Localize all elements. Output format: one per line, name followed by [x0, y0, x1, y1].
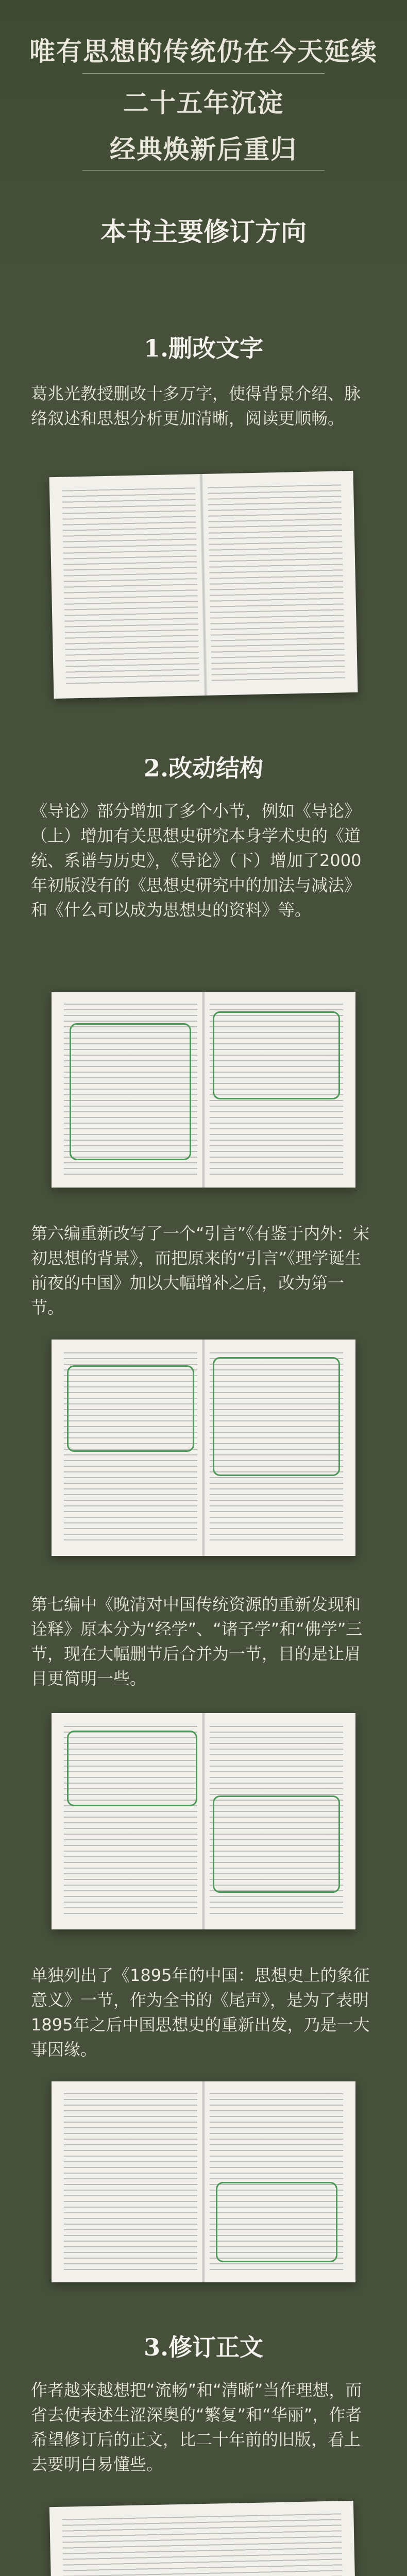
section-2-paragraph-3: 第七编中《晚清对中国传统资源的重新发现和诠释》原本分为“经学”、“诸子学”和“佛学”三节，现在大幅删节后合并为一节，目的是让眉目更简明一些。 — [31, 1595, 363, 1688]
book-page-photo — [52, 992, 355, 1188]
headline-divider — [82, 73, 325, 74]
highlight-box — [70, 1023, 191, 1160]
book-left-page — [62, 487, 199, 685]
section-2-paragraph-4: 单独列出了《1895年的中国：思想史上的象征意义》一节，作为全书的《尾声》，是为了表明1895年之后中国思想史的重新出发，乃是一大事因缘。 — [31, 1965, 370, 2059]
section-2-paragraph-1: 《导论》部分增加了多个小节，例如《导论》（上）增加有关思想史研究本身学术史的《道统、系谱与历史》，《导论》（下）增加了2000年初版没有的《思想史研究中的加法与减法》和《什么可以成为思想史的资料》等。 — [31, 801, 362, 920]
hero-banner — [0, 0, 407, 289]
book-left-page — [64, 2093, 198, 2270]
headline-divider — [82, 170, 325, 171]
section-subheading: 本书主要修订方向 — [100, 216, 307, 247]
book-page-photo — [52, 1713, 355, 1929]
section-title-2: 2.改动结构 — [143, 754, 264, 782]
highlight-box — [67, 1365, 195, 1452]
book-page-photo — [52, 1340, 355, 1556]
book-spine — [202, 2081, 205, 2282]
book-page-photo — [49, 2501, 358, 2576]
book-spine — [202, 1713, 205, 1929]
headline-line-1: 唯有思想的传统仍在今天延续 — [29, 36, 378, 66]
book-right-page — [208, 484, 345, 682]
book-spine — [200, 474, 208, 696]
highlight-box — [213, 1795, 341, 1893]
highlight-box — [213, 1357, 341, 1476]
highlight-box — [213, 1011, 341, 1099]
section-title-1: 1.删改文字 — [143, 334, 264, 362]
headline-line-2: 二十五年沉淀 — [123, 88, 284, 118]
highlight-box — [216, 2182, 337, 2262]
section-title-3: 3.修订正文 — [143, 2333, 264, 2361]
book-page-photo — [49, 471, 358, 699]
section-1-paragraph: 葛兆光教授删改十多万字，使得背景介绍、脉络叙述和思想分析更加清晰，阅读更顺畅。 — [31, 384, 361, 428]
highlight-box — [67, 1731, 198, 1806]
book-spine — [202, 1340, 205, 1556]
book-page-photo — [52, 2081, 355, 2282]
book-spine — [202, 992, 205, 1188]
headline-line-3: 经典焕新后重归 — [110, 134, 297, 164]
section-2-paragraph-2: 第六编重新改写了一个“引言”《有鉴于内外：宋初思想的背景》，而把原来的“引言”《理学诞生前夜的中国》加以大幅增补之后，改为第一节。 — [31, 1224, 370, 1317]
section-3-paragraph: 作者越来越想把“流畅”和“清晰”当作理想，而省去使表述生涩深奥的“繁复”和“华丽”，作者希望修订后的正文，比二十年前的旧版，看上去要明白易懂些。 — [31, 2380, 362, 2474]
book-page — [62, 2513, 345, 2576]
